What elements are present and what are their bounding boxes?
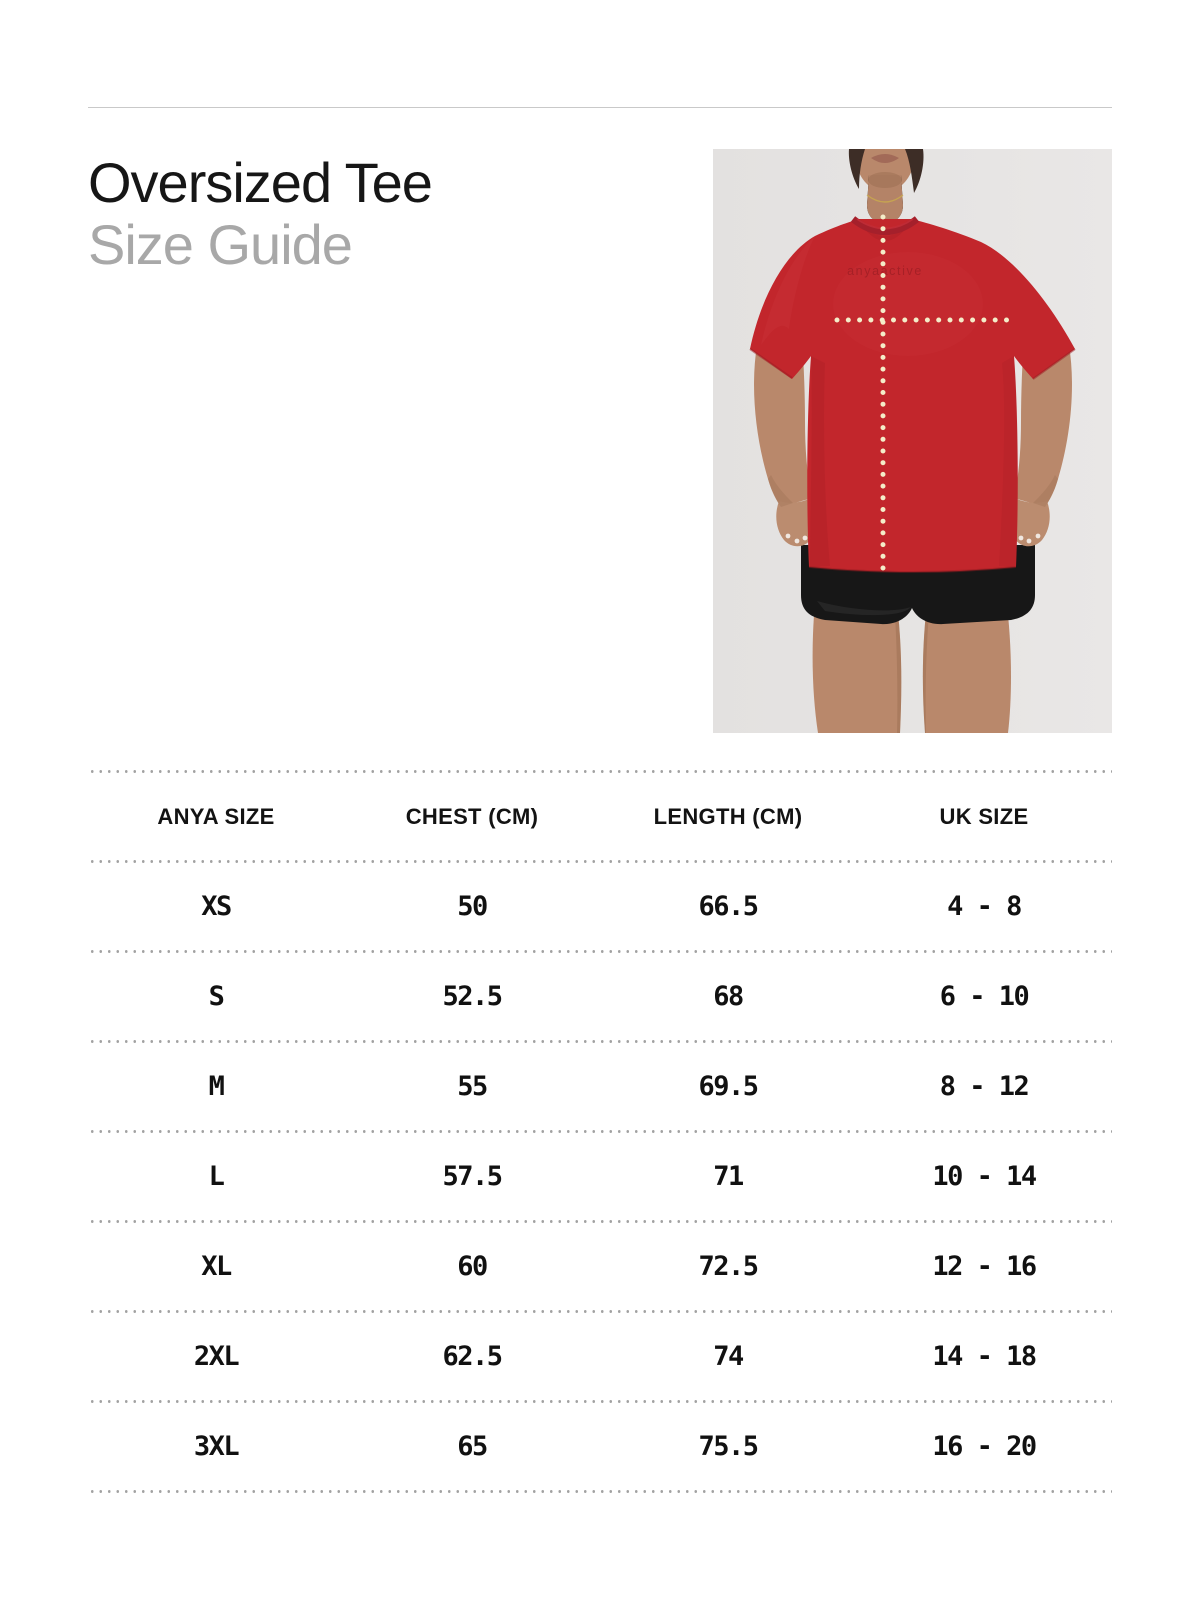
uk-size-value: 6 - 10 (939, 981, 1029, 1012)
model-illustration (713, 149, 1112, 733)
size-label: XL (201, 1251, 231, 1282)
table-row (88, 1223, 1112, 1310)
top-divider (88, 107, 1112, 108)
chest-value: 50 (457, 891, 487, 922)
chest-value: 57.5 (442, 1161, 502, 1192)
length-value: 71 (713, 1161, 743, 1192)
uk-size-value: 10 - 14 (932, 1161, 1036, 1192)
length-value: 72.5 (698, 1251, 758, 1282)
size-label: S (208, 981, 224, 1012)
uk-size-value: 4 - 8 (947, 891, 1021, 922)
column-header-length-cm: LENGTH (CM) (653, 803, 803, 829)
uk-size-value: 8 - 12 (939, 1071, 1029, 1102)
size-label: M (208, 1071, 224, 1102)
table-row (88, 953, 1112, 1040)
tee-logo-text: anyaactive (847, 264, 923, 278)
length-value: 68 (713, 981, 743, 1012)
page-subtitle: Size Guide (88, 213, 352, 276)
column-header-anya-size: ANYA SIZE (157, 803, 275, 829)
page-title: Oversized Tee (88, 151, 432, 214)
size-table (88, 770, 1112, 1493)
column-header-chest-cm: CHEST (CM) (405, 803, 539, 829)
product-photo (713, 149, 1112, 733)
table-row (88, 1043, 1112, 1130)
chest-value: 52.5 (442, 981, 502, 1012)
length-value: 66.5 (698, 891, 758, 922)
size-label: 3XL (193, 1431, 239, 1462)
table-row (88, 1313, 1112, 1400)
table-row (88, 1403, 1112, 1490)
chest-value: 60 (457, 1251, 487, 1282)
chest-value: 62.5 (442, 1341, 502, 1372)
page-title-block (88, 152, 432, 276)
length-value: 75.5 (698, 1431, 758, 1462)
uk-size-value: 12 - 16 (932, 1251, 1036, 1282)
size-label: 2XL (193, 1341, 239, 1372)
table-header-row (88, 773, 1112, 860)
column-header-uk-size: UK SIZE (939, 803, 1029, 829)
row-divider (88, 1490, 1112, 1493)
table-row (88, 863, 1112, 950)
size-label: L (208, 1161, 224, 1192)
length-value: 74 (713, 1341, 743, 1372)
size-label: XS (201, 891, 231, 922)
table-row (88, 1133, 1112, 1220)
length-value: 69.5 (698, 1071, 758, 1102)
chest-value: 65 (457, 1431, 487, 1462)
uk-size-value: 14 - 18 (932, 1341, 1036, 1372)
uk-size-value: 16 - 20 (932, 1431, 1036, 1462)
chest-value: 55 (457, 1071, 487, 1102)
